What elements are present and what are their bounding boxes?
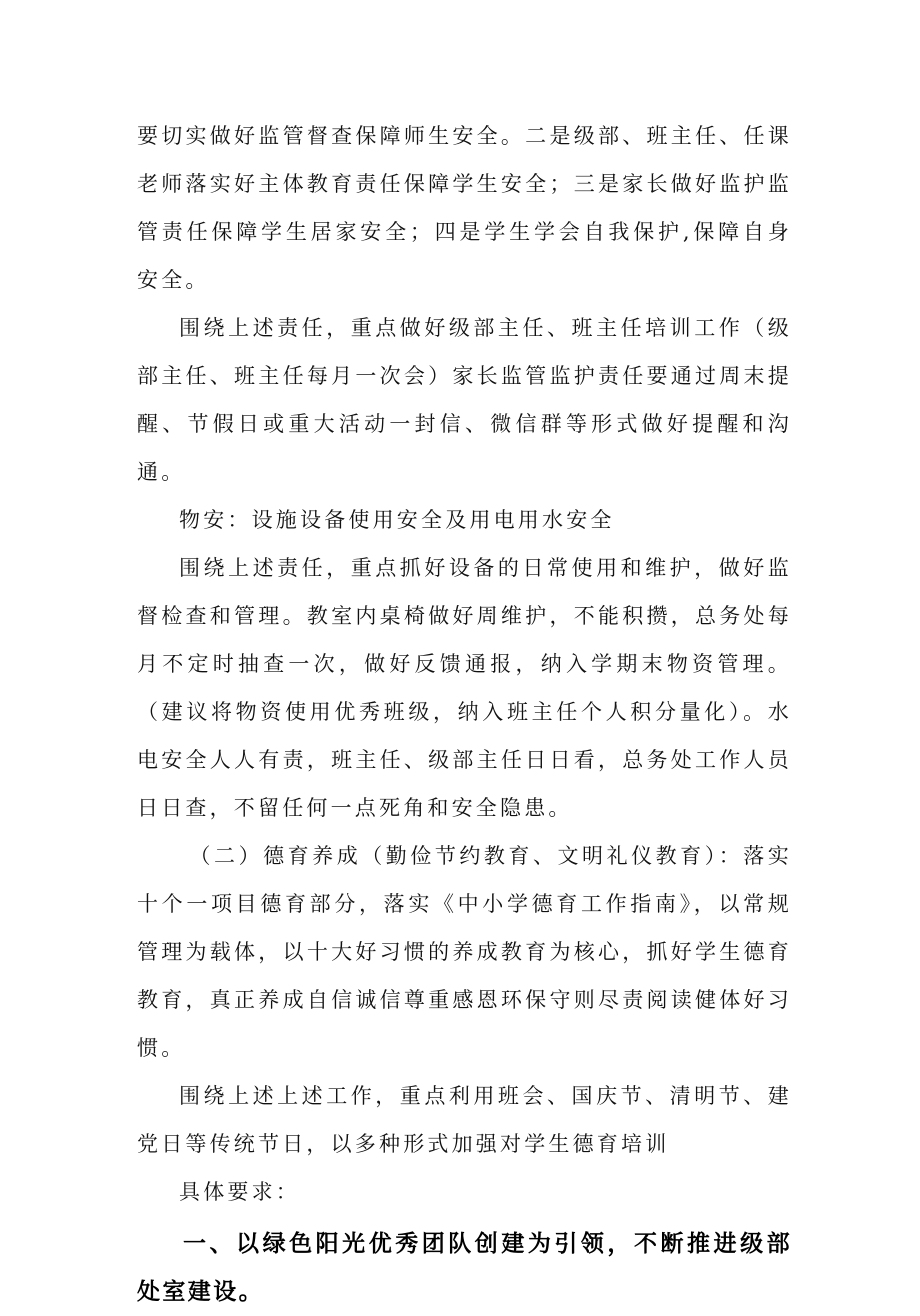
section-heading: 一、以绿色阳光优秀团队创建为引领，不断推进级部处室建设。 <box>137 1231 792 1305</box>
paragraph-property-safety: 物安：设施设备使用安全及用电用水安全 <box>179 508 615 532</box>
paragraph-moral-education: （二）德育养成（勤俭节约教育、文明礼仪教育）：落实十个一项目德育部分，落实《中小学德育工作指南》，以常规管理为载体，以十大好习惯的养成教育为核心，抓好学生德育教育，真正养成自信诚信尊重感恩环保守则尽责阅读健体好习惯。 <box>137 844 792 1060</box>
document-body <box>137 112 792 1316</box>
paragraph-festival-training: 围绕上述上述工作，重点利用班会、国庆节、清明节、建党日等传统节日，以多种形式加强对学生德育培训 <box>137 1084 792 1156</box>
paragraph-training-work: 围绕上述责任，重点做好级部主任、班主任培训工作（级部主任、班主任每月一次会）家长监管监护责任要通过周末提醒、节假日或重大活动一封信、微信群等形式做好提醒和沟通。 <box>137 316 792 484</box>
paragraph-equipment-maintenance: 围绕上述责任，重点抓好设备的日常使用和维护，做好监督检查和管理。教室内桌椅做好周维护，不能积攒，总务处每月不定时抽查一次，做好反馈通报，纳入学期末物资管理。（建议将物资使用优秀班级，纳入班主任个人积分量化）。水电安全人人有责，班主任、级部主任日日看，总务处工作人员日日查，不留任何一点死角和安全隐患。 <box>137 556 792 820</box>
paragraph-safety-responsibilities: 要切实做好监管督查保障师生安全。二是级部、班主任、任课老师落实好主体教育责任保障学生安全；三是家长做好监护监管责任保障学生居家安全；四是学生学会自我保护,保障自身安全。 <box>137 124 792 292</box>
paragraph-specific-requirements: 具体要求： <box>179 1180 300 1204</box>
